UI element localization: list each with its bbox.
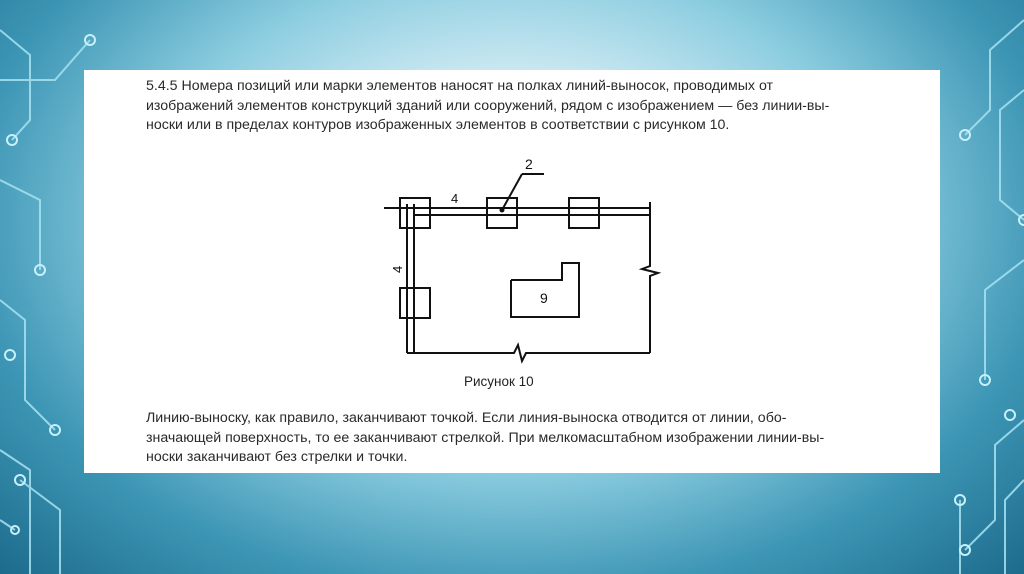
paragraph-line: изображений элементов конструкций зданий или сооружений, рядом с изображением — без линии-вы-: [146, 97, 830, 114]
paragraph-line: Линию-выноску, как правило, заканчивают точкой. Если линия-выноска отводится от линии, обо-: [146, 410, 787, 426]
paragraph-line: значающей поверхность, то ее заканчивают стрелкой. При мелкомасштабном изображении линии-вы-: [146, 429, 825, 446]
document-page: [84, 70, 940, 473]
paragraph-line: носки заканчивают без стрелки и точки.: [146, 449, 408, 465]
element-label: 9: [540, 290, 548, 306]
dimension-label-side: 4: [390, 265, 405, 273]
paragraph-line: носки или в пределах контуров изображенных элементов в соответствии с рисунком 10.: [146, 117, 730, 133]
dimension-label-top: 4: [451, 191, 459, 206]
paragraph-leader-lines: [146, 409, 926, 468]
figure-caption: Рисунок 10: [464, 374, 534, 389]
paragraph-line: 5.4.5 Номера позиций или марки элементов наносят на полках линий-выносок, проводимых от: [146, 78, 774, 94]
leader-label: 2: [525, 156, 533, 172]
